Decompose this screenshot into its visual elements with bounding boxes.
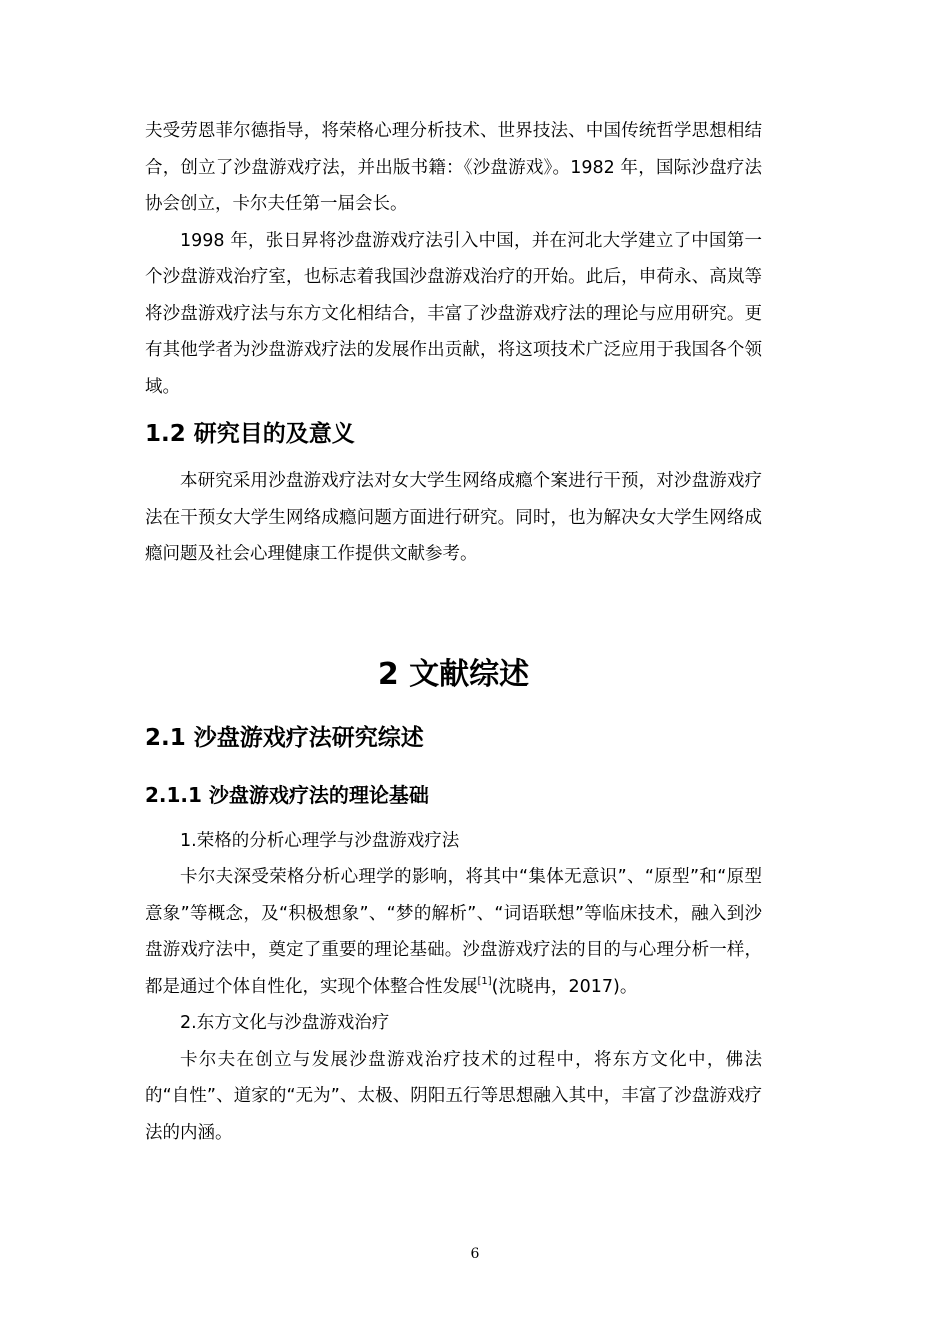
paragraph-jung-theory (145, 859, 762, 1005)
subhead-eastern-culture: 2.东方文化与沙盘游戏治疗 (180, 1013, 390, 1033)
reference-text: (沈晓冉，2017)。 (491, 976, 638, 997)
paragraph-research-purpose: 本研究采用沙盘游戏疗法对女大学生网络成瘾个案进行干预，对沙盘游戏疗法在干预女大学生网络成瘾问题方面进行研究。同时，也为解决女大学生网络成瘾问题及社会心理健康工作提供文献参考。 (145, 471, 762, 564)
section-heading-2-1: 2.1 沙盘游戏疗法研究综述 (145, 724, 424, 751)
subsection-heading-2-1-1: 2.1.1 沙盘游戏疗法的理论基础 (145, 782, 429, 807)
paragraph-introduction-to-china: 1998 年，张日昇将沙盘游戏疗法引入中国，并在河北大学建立了中国第一个沙盘游戏治疗室，也标志着我国沙盘游戏治疗的开始。此后，申荷永、高岚等将沙盘游戏疗法与东方文化相结合，丰富了沙盘游戏疗法的理论与应用研究。更有其他学者为沙盘游戏疗法的发展作出贡献，将这项技术广泛应用于我国各个领域。 (145, 230, 762, 397)
subhead-jung-analytical-psychology: 1.荣格的分析心理学与沙盘游戏疗法 (180, 830, 460, 851)
chapter-heading-2: 2 文献综述 (377, 656, 530, 692)
page-content (145, 113, 762, 1151)
paragraph-history-continued: 夫受劳恩菲尔德指导，将荣格心理分析技术、世界技法、中国传统哲学思想相结合，创立了沙盘游戏疗法，并出版书籍：《沙盘游戏》。1982 年，国际沙盘疗法协会创立，卡尔夫任第一届会长。 (145, 121, 762, 214)
paragraph-eastern-culture: 卡尔夫在创立与发展沙盘游戏治疗技术的过程中，将东方文化中，佛法的“自性”、道家的“无为”、太极、阴阳五行等思想融入其中，丰富了沙盘游戏疗法的内涵。 (145, 1049, 762, 1143)
citation-marker: [1] (477, 975, 492, 987)
page-number: 6 (470, 1246, 480, 1262)
jung-theory-text: 卡尔夫深受荣格分析心理学的影响，将其中“集体无意识”、“原型”和“原型意象”等概念，及“积极想象”、“梦的解析”、“词语联想”等临床技术，融入到沙盘游戏疗法中，奠定了重要的理论基础。沙盘游戏疗法的目的与心理分析一样，都是通过个体自性化，实现个体整合性发展 (145, 867, 762, 997)
section-heading-1-2: 1.2 研究目的及意义 (145, 421, 355, 447)
